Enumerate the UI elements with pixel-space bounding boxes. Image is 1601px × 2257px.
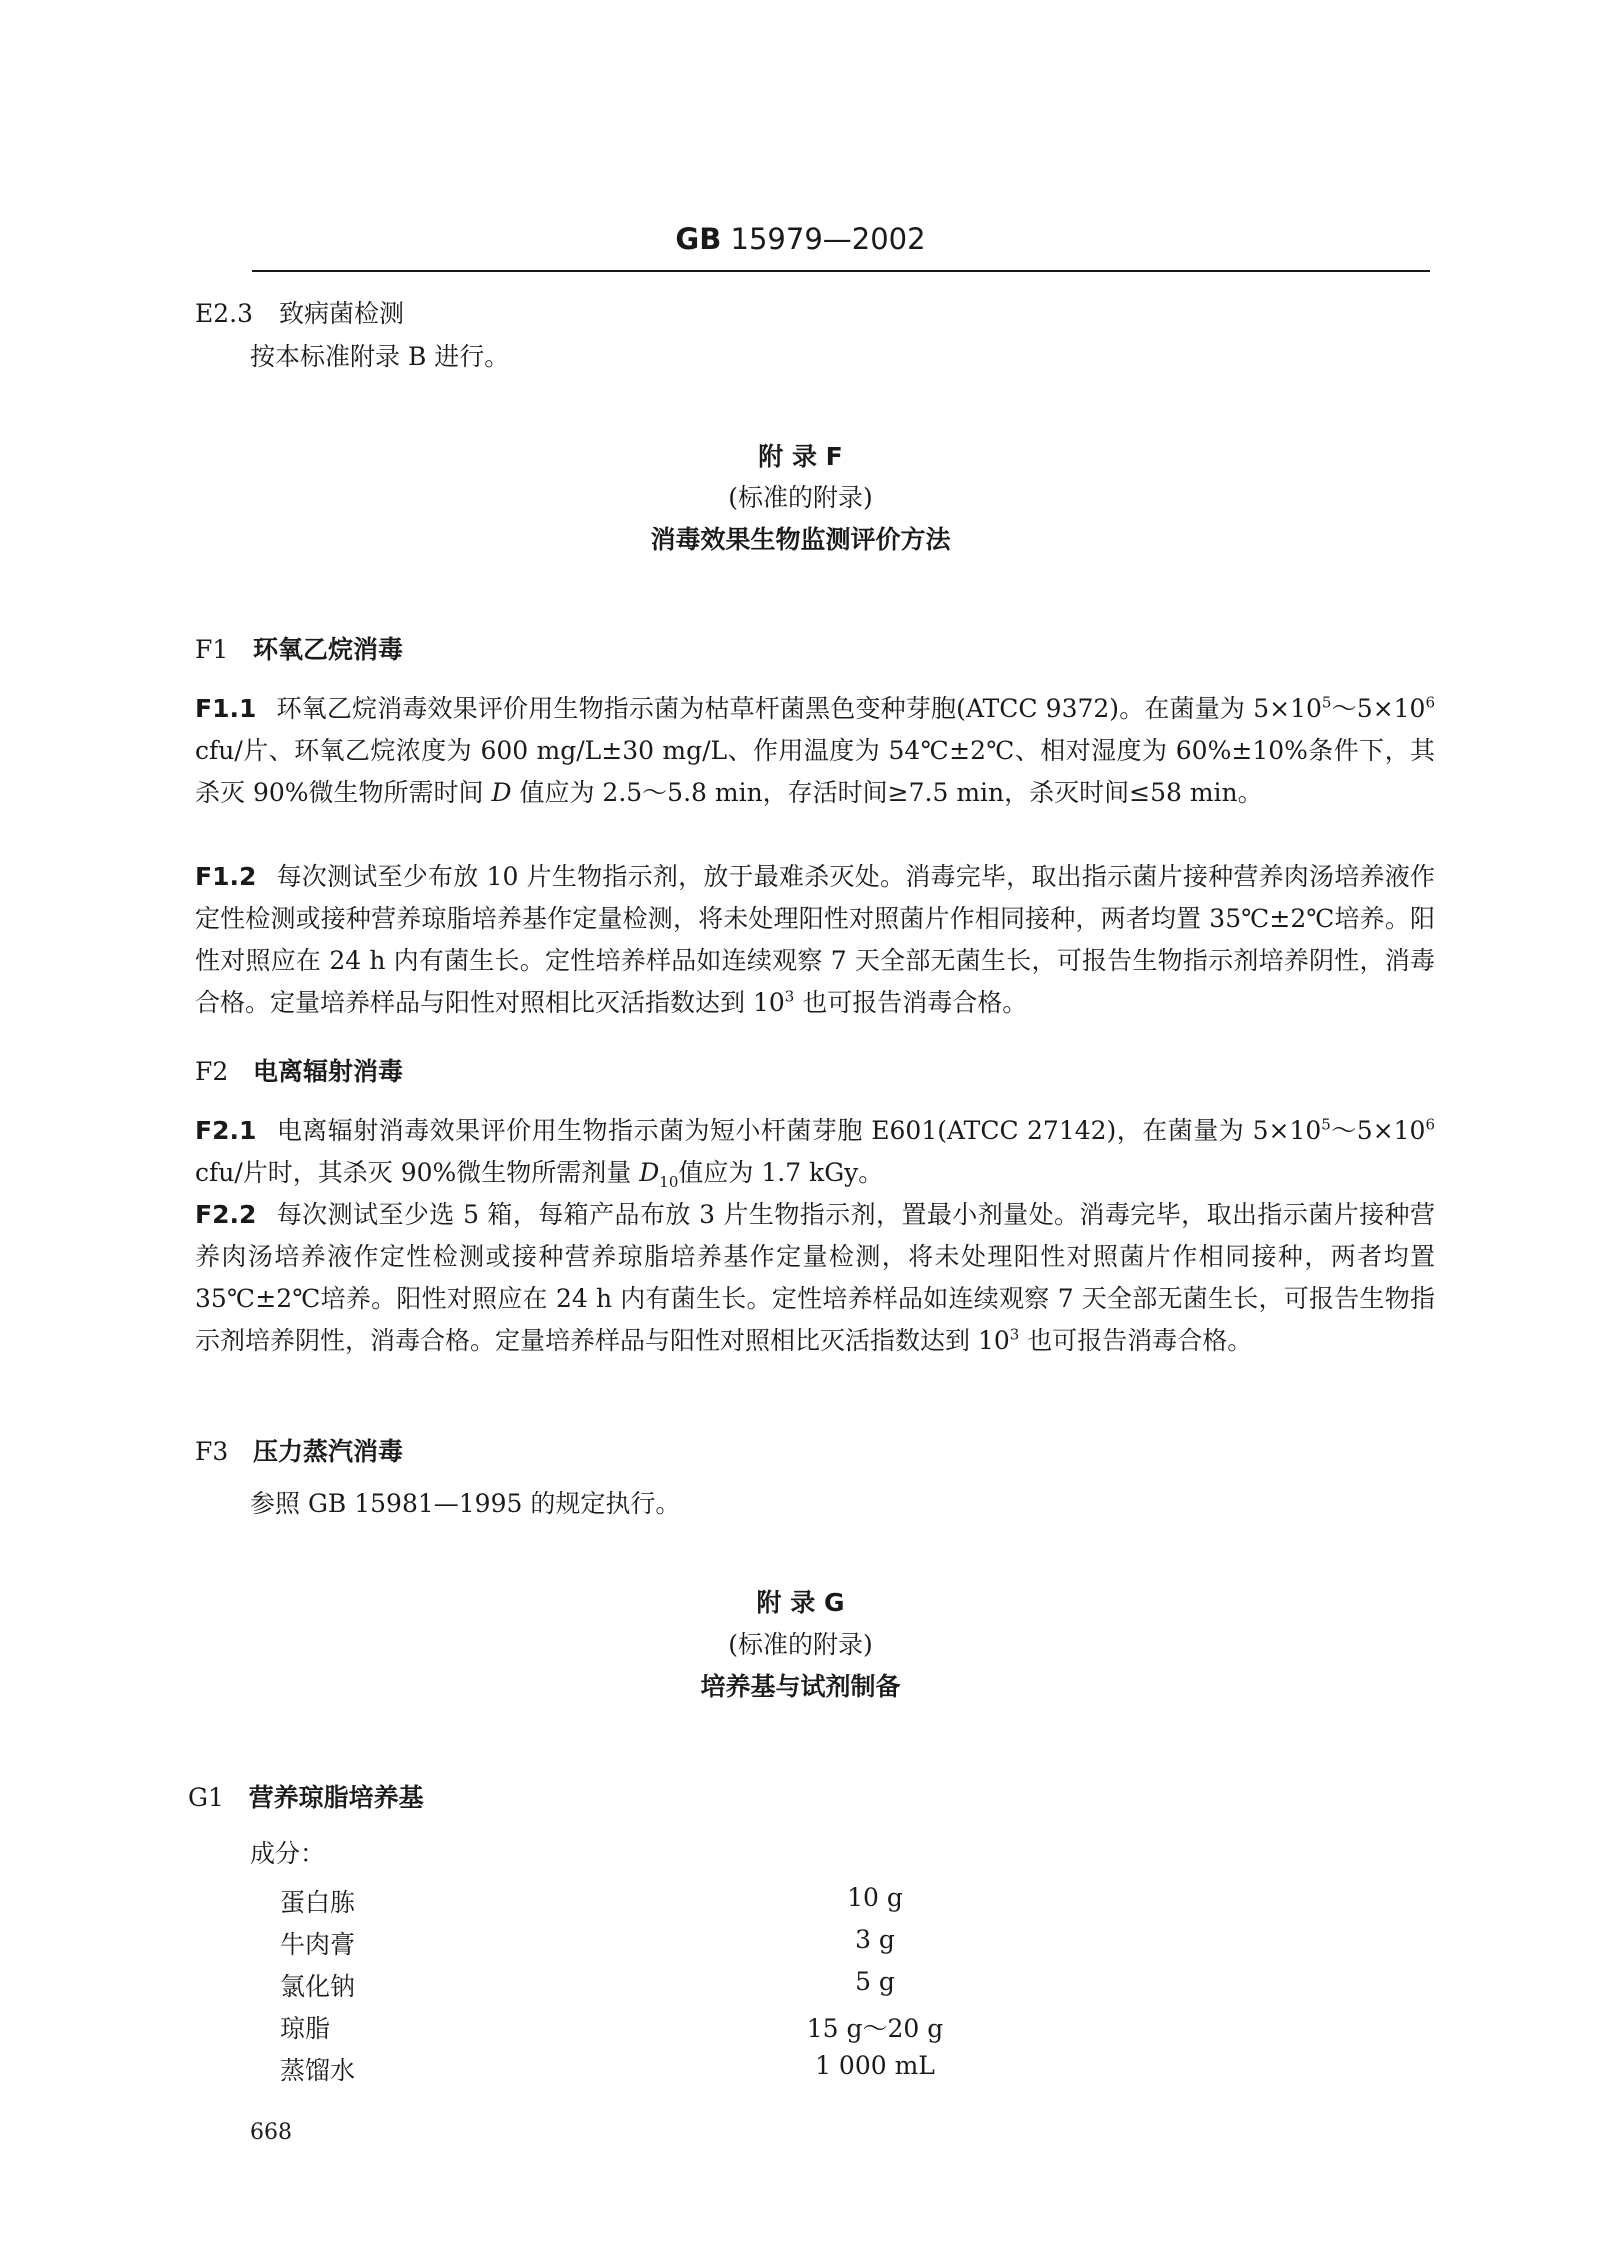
f2-1-text-c: cfu/片时，其杀灭 90%微生物所需剂量	[195, 1158, 640, 1187]
g1-heading	[188, 1778, 424, 1814]
f2-1-paragraph	[195, 1110, 1435, 1194]
f2-2-text-b: 也可报告消毒合格。	[1019, 1326, 1253, 1355]
f3-heading-title: 压力蒸汽消毒	[252, 1437, 403, 1466]
ingredient-amount: 1 000 mL	[815, 2051, 935, 2080]
f2-2-text-a: 每次测试至少选 5 箱，每箱产品布放 3 片生物指示剂，置最小剂量处。消毒完毕，取出指示菌片接种营养肉汤培养液作定性检测或接种营养琼脂培养基作定量检测，将未处理阳性对照菌片作相同接种，两者均置 35℃±2℃培养。阳性对照应在 24 h 内有菌生长。定性培养样品如连续观察 7 天全部无菌生长，可报告生物指示剂培养阴性，消毒合格。定量培养样品与阳性对照相比灭活指数达到 10	[195, 1200, 1435, 1355]
ingredient-name: 蒸馏水	[280, 2056, 356, 2085]
page-number: 668	[250, 2120, 292, 2145]
appendix-f-type: (标准的附录)	[728, 483, 873, 512]
g1-heading-title: 营养琼脂培养基	[248, 1783, 424, 1812]
f1-heading	[195, 630, 403, 666]
f1-2-paragraph	[195, 856, 1435, 1024]
f2-heading-title: 电离辐射消毒	[252, 1057, 403, 1086]
appendix-g-title: 培养基与试剂制备	[700, 1672, 901, 1701]
page-header	[0, 222, 1601, 256]
ingredient-amount: 5 g	[855, 1967, 895, 1996]
ingredient-name: 氯化钠	[280, 1972, 356, 2001]
f2-1-number: F2.1	[195, 1116, 257, 1145]
g1-ingredients-label: 成分：	[250, 1839, 326, 1868]
appendix-g-label: 附 录 G	[756, 1588, 845, 1617]
f1-heading-title: 环氧乙烷消毒	[252, 635, 403, 664]
standard-number: 15979—2002	[730, 222, 926, 256]
f2-1-text-b: ～5×10	[1330, 1116, 1426, 1145]
f2-1-sup-1: 5	[1321, 1115, 1331, 1134]
f1-1-number: F1.1	[195, 694, 257, 723]
ingredient-amount: 3 g	[855, 1925, 895, 1954]
standard-prefix: GB	[675, 222, 722, 256]
f2-1-d-symbol: D	[639, 1158, 660, 1187]
appendix-f-label: 附 录 F	[758, 442, 843, 471]
ingredient-amount: 15 g～20 g	[806, 2014, 944, 2043]
f2-2-paragraph	[195, 1194, 1435, 1362]
ingredient-name: 琼脂	[280, 2014, 331, 2043]
f1-2-sup: 3	[784, 987, 795, 1006]
f1-1-paragraph	[195, 688, 1435, 814]
f1-2-text-b: 也可报告消毒合格。	[794, 988, 1028, 1017]
f1-1-text-c: cfu/片、环氧乙烷浓度为 600 mg/L±30 mg/L、作用温度为 54℃±2℃、相对湿度为 60%±10%条件下，其杀灭 90%微生物所需时间	[195, 736, 1435, 807]
f3-heading	[195, 1432, 403, 1468]
ingredient-amount: 10 g	[847, 1883, 903, 1912]
ingredient-name: 牛肉膏	[280, 1930, 356, 1959]
f2-2-number: F2.2	[195, 1200, 257, 1229]
f1-1-text-b: ～5×10	[1331, 694, 1426, 723]
e23-number: E2.3	[195, 299, 254, 328]
e23-heading	[195, 300, 404, 328]
f2-2-sup: 3	[1009, 1325, 1020, 1344]
f1-1-sup-1: 5	[1321, 693, 1332, 712]
appendix-f-title: 消毒效果生物监测评价方法	[650, 525, 951, 554]
f1-2-number: F1.2	[195, 862, 257, 891]
f3-heading-number: F3	[195, 1437, 229, 1466]
f2-heading-number: F2	[195, 1057, 229, 1086]
g1-heading-number: G1	[188, 1783, 224, 1812]
f2-1-text-e: 值应为 1.7 kGy。	[678, 1158, 884, 1187]
f3-text: 参照 GB 15981—1995 的规定执行。	[250, 1489, 681, 1518]
e23-title: 致病菌检测	[278, 299, 404, 328]
appendix-g-type: (标准的附录)	[728, 1630, 873, 1659]
f2-1-sup-2: 6	[1425, 1115, 1435, 1134]
f2-1-text-a: 电离辐射消毒效果评价用生物指示菌为短小杆菌芽胞 E601(ATCC 27142)，在菌量为 5×10	[276, 1116, 1322, 1145]
f1-1-text-a: 环氧乙烷消毒效果评价用生物指示菌为枯草杆菌黑色变种芽胞(ATCC 9372)。在菌量为 5×10	[276, 694, 1322, 723]
f1-2-text-a: 每次测试至少布放 10 片生物指示剂，放于最难杀灭处。消毒完毕，取出指示菌片接种营养肉汤培养液作定性检测或接种营养琼脂培养基作定量检测，将未处理阳性对照菌片作相同接种，两者均置 35℃±2℃培养。阳性对照应在 24 h 内有菌生长。定性培养样品如连续观察 7 天全部无菌生长，可报告生物指示剂培养阴性，消毒合格。定量培养样品与阳性对照相比灭活指数达到 10	[195, 862, 1435, 1017]
f1-1-sup-2: 6	[1425, 693, 1435, 712]
f1-1-d-symbol: D	[491, 778, 512, 807]
f2-heading	[195, 1052, 403, 1088]
f2-1-sub: 10	[659, 1173, 679, 1191]
e23-text: 按本标准附录 B 进行。	[250, 342, 510, 371]
f1-heading-number: F1	[195, 635, 229, 664]
header-rule	[252, 270, 1430, 272]
ingredient-name: 蛋白胨	[280, 1888, 356, 1917]
f1-1-text-e: 值应为 2.5～5.8 min，存活时间≥7.5 min，杀灭时间≤58 min。	[511, 778, 1263, 807]
